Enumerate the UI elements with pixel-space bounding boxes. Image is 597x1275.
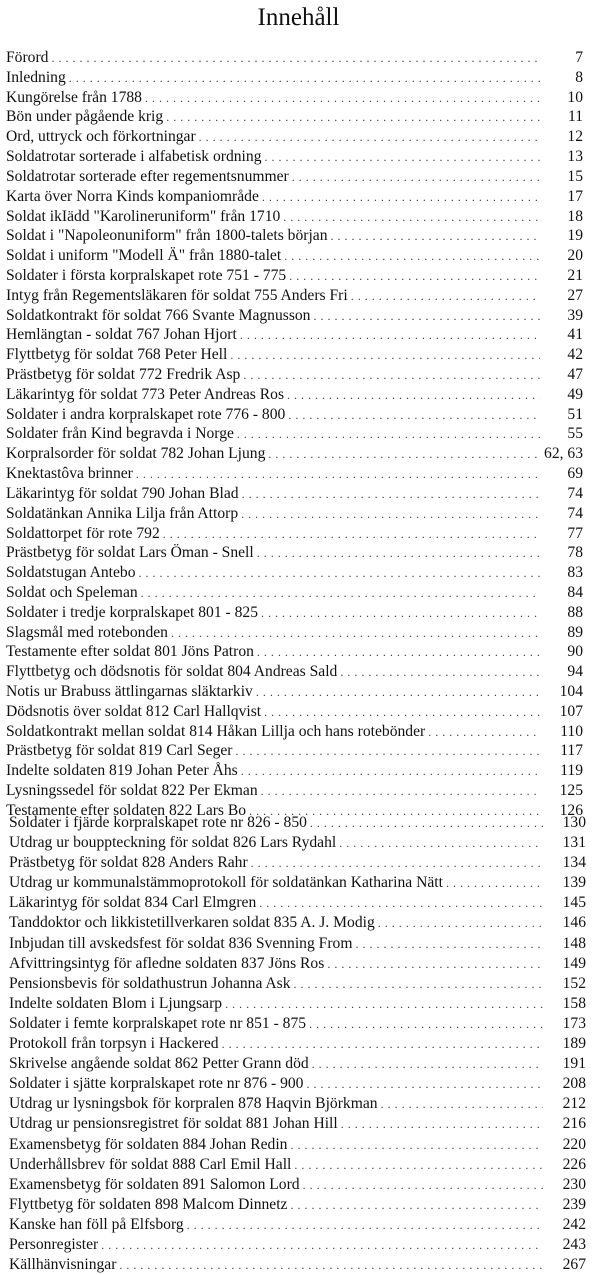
toc-entry-title: Indelte soldaten Blom i Ljungsarp [9, 994, 223, 1012]
toc-entry-page: 152 [562, 974, 586, 992]
dot-leader [199, 128, 540, 147]
dot-leader [251, 853, 543, 873]
toc-entry-title: Soldat i uniform "Modell Ä" från 1880-talet [6, 247, 282, 265]
toc-entry-title: Utdrag ur bouppteckning för soldat 826 Lars Rydahl [9, 834, 337, 852]
toc-entry [0, 853, 597, 873]
toc-entry-page: 191 [562, 1055, 586, 1073]
toc-entry [0, 187, 597, 207]
toc-entry-page: 148 [562, 934, 586, 952]
dot-leader [230, 346, 540, 365]
toc-entry-title: Soldater i tredje korpralskapet 801 - 825 [6, 603, 259, 621]
toc-entry-title: Kanske han föll på Elfsborg [9, 1215, 184, 1233]
dot-leader [294, 974, 543, 994]
dot-leader [310, 813, 543, 833]
toc-entry-title: Soldatänkan Annika Lilja från Attorp [6, 504, 239, 522]
toc-entry [0, 563, 597, 583]
toc-entry-page: 49 [567, 385, 583, 403]
toc-entry [0, 954, 597, 974]
toc-entry-title: Inbjudan till avskedsfest för soldat 836 Svenning From [9, 934, 353, 952]
toc-entry [0, 1175, 597, 1195]
dot-leader [257, 544, 540, 563]
toc-entry [0, 385, 597, 405]
dot-leader [139, 564, 540, 583]
dot-leader [141, 584, 540, 603]
toc-entry-page: 189 [562, 1035, 586, 1053]
toc-entry [0, 1135, 597, 1155]
toc-entry-title: Flyttbetyg för soldat 768 Peter Hell [6, 346, 228, 364]
toc-entry-page: 13 [567, 148, 583, 166]
toc-entry-title: Pensionsbevis för soldathustrun Johanna Ask [9, 974, 291, 992]
toc-entry [0, 147, 597, 167]
toc-entry [0, 682, 597, 702]
toc-entry-title: Källhänvisningar [9, 1256, 117, 1274]
toc-entry-page: 21 [567, 266, 583, 284]
toc-entry [0, 444, 597, 464]
dot-leader [265, 148, 541, 167]
toc-entry-page: 89 [567, 623, 583, 641]
dot-leader [256, 683, 540, 702]
toc-entry [0, 48, 597, 68]
toc-entry [0, 266, 597, 286]
toc-entry-title: Intyg från Regementsläkaren för soldat 755 Anders Fri [6, 286, 348, 304]
toc-entry [0, 226, 597, 246]
toc-entry [0, 306, 597, 326]
toc-entry-title: Utdrag ur pensionsregistret för soldat 881 Johan Hill [9, 1115, 338, 1133]
toc-entry [0, 623, 597, 643]
toc-entry-page: 42 [567, 346, 583, 364]
toc-entry-title: Utdrag ur kommunalstämmoprotokoll för soldatänkan Katharina Nätt [9, 874, 443, 892]
toc-entry [0, 1155, 597, 1175]
toc-section-1 [0, 48, 597, 821]
dot-leader [236, 742, 541, 761]
toc-entry-title: Soldattorpet för rote 792 [6, 524, 160, 542]
dot-leader [163, 525, 540, 544]
toc-entry-page: 145 [562, 894, 586, 912]
dot-leader [262, 188, 540, 207]
toc-entry-page: 15 [567, 167, 583, 185]
toc-entry-page: 47 [567, 366, 583, 383]
toc-entry-page: 74 [567, 484, 583, 502]
toc-entry-page: 8 [575, 68, 583, 86]
toc-entry [0, 1215, 597, 1235]
toc-entry [0, 504, 597, 524]
dot-leader [242, 485, 540, 504]
dot-leader [341, 1114, 543, 1134]
toc-entry-title: Knektastôva brinner [6, 465, 133, 483]
toc-entry-title: Soldat i "Napoleonuniform" från 1800-talets början [6, 227, 328, 245]
toc-entry-title: Testamente efter soldat 801 Jöns Patron [6, 643, 254, 661]
toc-entry-page: 12 [567, 128, 583, 146]
dot-leader [225, 994, 543, 1014]
toc-entry-page: 130 [562, 814, 586, 831]
toc-entry [0, 405, 597, 425]
dot-leader [289, 267, 540, 286]
toc-entry-page: 139 [562, 874, 586, 892]
toc-entry-page: 149 [562, 954, 586, 972]
toc-entry [0, 107, 597, 127]
toc-entry [0, 813, 597, 833]
toc-entry-page: 77 [567, 524, 583, 542]
dot-leader [339, 833, 543, 853]
toc-entry-title: Soldatkontrakt för soldat 766 Svante Magnusson [6, 306, 311, 324]
dot-leader [171, 624, 540, 643]
toc-entry-title: Soldat ikIädd "Karolineruniform" från 1710 [6, 207, 281, 225]
toc-entry-page: 107 [559, 702, 583, 720]
toc-entry-page: 78 [567, 544, 583, 562]
toc-entry-page: 104 [559, 683, 583, 700]
dot-leader [306, 1074, 543, 1094]
toc-entry-title: Prästbetyg för soldat 772 Fredrik Asp [6, 366, 241, 383]
toc-entry-page: 230 [562, 1175, 586, 1193]
toc-entry [0, 365, 597, 385]
toc-entry-page: 69 [567, 465, 583, 483]
toc-entry [0, 207, 597, 227]
toc-entry-title: Utdrag ur lysningsbok för korpralen 878 Haqvin Björkman [9, 1095, 378, 1113]
toc-entry [0, 934, 597, 954]
dot-leader [378, 913, 543, 933]
dot-leader [261, 604, 540, 623]
toc-entry-title: Protokoll från torpsyn i Hackered [9, 1035, 219, 1053]
dot-leader [243, 366, 540, 385]
toc-entry [0, 583, 597, 603]
toc-entry-page: 20 [567, 247, 583, 265]
toc-entry-page: 208 [562, 1075, 586, 1093]
toc-entry-title: Soldater i sjätte korpralskapet rote nr 876 - 900 [9, 1075, 304, 1093]
toc-entry-page: 220 [562, 1135, 586, 1153]
dot-leader [288, 406, 540, 425]
dot-leader [313, 307, 540, 326]
toc-entry-page: 242 [562, 1215, 586, 1233]
toc-entry-page: 239 [562, 1195, 586, 1213]
dot-leader [287, 386, 540, 405]
toc-entry-title: Flyttbetyg för soldaten 898 Malcom Dinnetz [9, 1195, 288, 1213]
toc-entry [0, 88, 597, 108]
toc-entry-page: 212 [562, 1095, 586, 1113]
dot-leader [119, 1255, 543, 1275]
dot-leader [241, 762, 540, 781]
dot-leader [351, 287, 540, 306]
toc-entry [0, 761, 597, 781]
toc-entry-title: Läkarintyg för soldat 790 Johan Blad [6, 484, 239, 502]
toc-entry-title: Prästbetyg för soldat 819 Carl Seger [6, 742, 233, 760]
toc-entry [0, 1014, 597, 1034]
toc-entry-page: 226 [562, 1155, 586, 1173]
toc-entry-page: 94 [567, 663, 583, 681]
toc-entry-page: 39 [567, 306, 583, 324]
toc-entry [0, 246, 597, 266]
dot-leader [284, 247, 540, 266]
toc-entry-title: Soldater i andra korpralskapet rote 776 - 800 [6, 405, 286, 423]
dot-leader [240, 326, 540, 345]
toc-entry [0, 722, 597, 742]
dot-leader [69, 69, 540, 88]
toc-entry-page: 134 [562, 854, 586, 872]
toc-entry-title: Soldater i första korpralskapet rote 751 - 775 [6, 266, 287, 284]
toc-entry-title: Karta över Norra Kinds kompaniområde [6, 187, 259, 205]
dot-leader [355, 934, 543, 954]
toc-entry-page: 62, 63 [544, 445, 583, 463]
toc-entry-page: 18 [567, 207, 583, 225]
dot-leader [303, 1175, 543, 1195]
toc-entry-title: Indelte soldaten 819 Johan Peter Åhs [6, 762, 238, 780]
toc-entry [0, 1195, 597, 1215]
toc-entry-page: 243 [562, 1235, 586, 1253]
toc-entry-page: 117 [560, 742, 583, 760]
toc-entry [0, 893, 597, 913]
dot-leader [340, 663, 540, 682]
dot-leader [264, 703, 540, 722]
dot-leader [283, 208, 540, 227]
toc-section-2 [0, 813, 597, 1275]
toc-entry-page: 17 [567, 187, 583, 205]
toc-entry-title: Slagsmål med rotebonden [6, 623, 168, 641]
toc-entry [0, 127, 597, 147]
toc-entry-title: Soldater i fjärde korpralskapet rote nr 826 - 850 [9, 814, 307, 831]
dot-leader [237, 425, 540, 444]
toc-entry [0, 325, 597, 345]
toc-entry-title: Dödsnotis över soldat 812 Carl Hallqvist [6, 702, 262, 720]
dot-leader [187, 1215, 543, 1235]
dot-leader [261, 782, 540, 801]
toc-entry-page: 125 [559, 782, 583, 800]
toc-entry-page: 55 [567, 425, 583, 443]
toc-entry-title: Ord, uttryck och förkortningar [6, 128, 196, 146]
toc-entry-title: Soldat och Speleman [6, 583, 138, 601]
toc-entry-title: Bön under pågående krig [6, 108, 164, 126]
toc-entry-page: 10 [567, 88, 583, 106]
dot-leader [290, 1135, 543, 1155]
toc-entry [0, 781, 597, 801]
dot-leader [381, 1094, 543, 1114]
toc-entry [0, 424, 597, 444]
toc-entry [0, 873, 597, 893]
toc-entry-title: Lysningssedel för soldat 822 Per Ekman [6, 782, 258, 800]
toc-entry-title: Soldater från Kind begravda i Norge [6, 425, 234, 443]
toc-entry-page: 158 [562, 994, 586, 1012]
toc-entry [0, 662, 597, 682]
toc-entry-title: Personregister [9, 1235, 99, 1253]
toc-entry-page: 267 [562, 1256, 586, 1274]
toc-entry-title: Testamente efter soldaten 822 Lars Bo [6, 801, 247, 819]
dot-leader [294, 1155, 543, 1175]
toc-entry [0, 1235, 597, 1255]
toc-entry [0, 1034, 597, 1054]
toc-entry-page: 146 [562, 914, 586, 932]
page-title: Innehåll [257, 4, 340, 31]
dot-leader [166, 108, 540, 127]
toc-entry [0, 1094, 597, 1114]
toc-entry [0, 702, 597, 722]
toc-entry-title: Soldatstugan Antebo [6, 564, 136, 582]
toc-entry [0, 833, 597, 853]
toc-entry [0, 484, 597, 504]
toc-entry-page: 11 [567, 108, 583, 126]
toc-entry [0, 543, 597, 563]
toc-entry-title: Soldatkontrakt mellan soldat 814 Håkan Lillja och hans rotebönder [6, 722, 426, 740]
toc-entry-title: Flyttbetyg och dödsnotis för soldat 804 Andreas Sald [6, 663, 338, 681]
toc-entry-page: 19 [567, 227, 583, 245]
dot-leader [268, 445, 540, 464]
toc-entry [0, 167, 597, 187]
toc-entry [0, 642, 597, 662]
dot-leader [259, 893, 543, 913]
toc-entry [0, 741, 597, 761]
toc-entry-title: Inledning [6, 68, 66, 86]
toc-entry-title: Examensbetyg för soldaten 884 Johan Redin [9, 1135, 288, 1153]
dot-leader [428, 723, 540, 742]
toc-entry-title: Afvittringsintyg för afledne soldaten 837 Jöns Ros [9, 954, 325, 972]
toc-entry-title: Prästbetyg för soldat 828 Anders Rahr [9, 854, 248, 872]
dot-leader [312, 1054, 543, 1074]
toc-entry [0, 524, 597, 544]
toc-entry-title: Examensbetyg för soldaten 891 Salomon Lord [9, 1175, 300, 1193]
dot-leader [51, 49, 540, 68]
toc-entry-page: 41 [567, 326, 583, 344]
dot-leader [292, 168, 540, 187]
toc-entry-page: 83 [567, 564, 583, 582]
dot-leader [331, 227, 541, 246]
toc-entry-title: Notis ur Brabuss ättlingarnas släktarkiv [6, 683, 253, 700]
dot-leader [257, 643, 540, 662]
toc-entry-title: Underhållsbrev för soldat 888 Carl Emil Hall [9, 1155, 292, 1173]
toc-entry [0, 286, 597, 306]
toc-entry [0, 345, 597, 365]
dot-leader [290, 1195, 543, 1215]
toc-entry-page: 7 [575, 49, 583, 66]
toc-entry-page: 27 [567, 286, 583, 304]
toc-entry-page: 119 [560, 762, 583, 780]
toc-entry-page: 173 [562, 1014, 586, 1032]
toc-entry [0, 1255, 597, 1275]
toc-entry-page: 74 [567, 504, 583, 522]
toc-entry-title: Soldater i femte korpralskapet rote nr 851 - 875 [9, 1014, 307, 1032]
toc-entry-title: Skrivelse angående soldat 862 Petter Grann död [9, 1055, 309, 1073]
toc-entry-title: Kungörelse från 1788 [6, 88, 142, 106]
toc-entry [0, 1114, 597, 1134]
dot-leader [136, 465, 540, 484]
toc-entry-title: Korpralsorder för soldat 782 Johan Ljung [6, 445, 266, 463]
toc-entry-page: 216 [562, 1115, 586, 1133]
toc-entry [0, 68, 597, 88]
dot-leader [327, 954, 543, 974]
toc-entry-title: Tanddoktor och likkistetillverkaren soldat 835 A. J. Modig [9, 914, 375, 932]
dot-leader [309, 1014, 543, 1034]
toc-entry-page: 84 [567, 583, 583, 601]
toc-entry-title: Soldatrotar sorterade i alfabetisk ordning [6, 148, 262, 166]
toc-entry [0, 913, 597, 933]
toc-entry-title: Läkarintyg för soldat 834 Carl Elmgren [9, 894, 257, 912]
toc-entry-page: 88 [567, 603, 583, 621]
dot-leader [241, 505, 540, 524]
toc-entry [0, 1054, 597, 1074]
toc-entry-page: 110 [560, 722, 583, 740]
dot-leader [101, 1235, 543, 1255]
toc-entry-title: Soldatrotar sorterade efter regementsnummer [6, 167, 289, 185]
toc-entry [0, 994, 597, 1014]
toc-entry-page: 51 [567, 405, 583, 423]
toc-entry-title: Läkarintyg för soldat 773 Peter Andreas Ros [6, 385, 285, 403]
toc-entry [0, 1074, 597, 1094]
dot-leader [222, 1034, 543, 1054]
toc-entry-page: 126 [559, 801, 583, 819]
toc-entry-page: 131 [562, 834, 586, 852]
dot-leader [446, 873, 543, 893]
toc-entry-title: Hemlängtan - soldat 767 Johan Hjort [6, 326, 237, 344]
toc-entry [0, 464, 597, 484]
toc-entry-title: Prästbetyg för soldat Lars Öman - Snell [6, 544, 254, 562]
toc-entry-page: 90 [567, 643, 583, 661]
toc-entry-title: Förord [6, 49, 49, 66]
toc-entry [0, 974, 597, 994]
toc-entry [0, 603, 597, 623]
dot-leader [145, 89, 540, 108]
